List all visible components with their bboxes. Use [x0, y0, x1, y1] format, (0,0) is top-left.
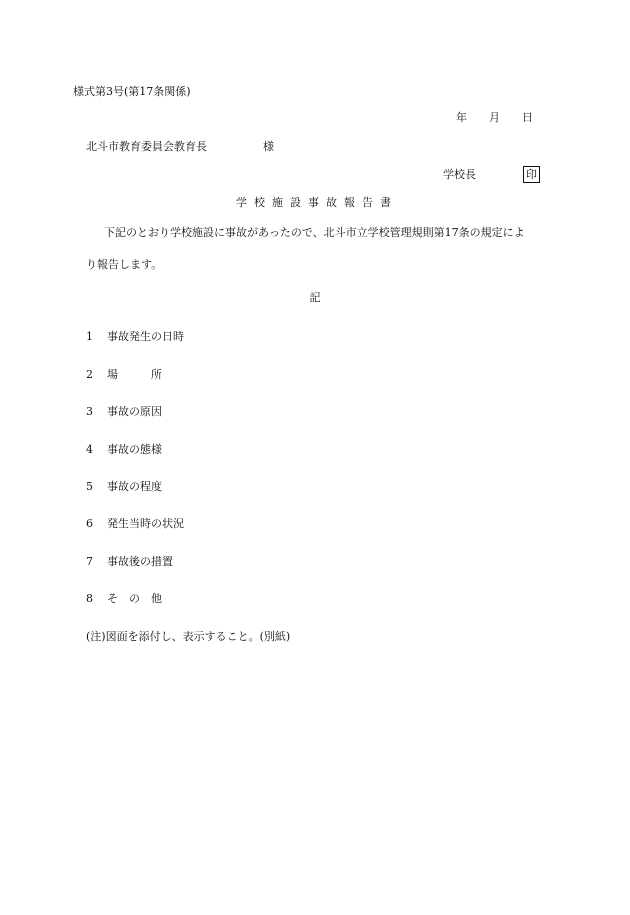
- item-label: 発生当時の状況: [107, 517, 184, 530]
- date-day-label: 日: [522, 111, 533, 124]
- item-number: 5: [86, 480, 93, 493]
- recipient: [86, 141, 274, 152]
- list-item: [86, 369, 162, 380]
- item-label: 事故後の措置: [107, 555, 173, 568]
- footnote: (注)図面を添付し、表示すること。(別紙): [86, 630, 291, 643]
- item-number: 7: [86, 555, 93, 568]
- recipient-honorific: 様: [263, 140, 274, 153]
- seal-stamp-box: 印: [523, 166, 540, 183]
- date-month-label: 月: [489, 111, 500, 124]
- document-title: 学校施設事故報告書: [236, 196, 398, 209]
- item-label: 事故の態様: [107, 443, 162, 456]
- list-item: [86, 556, 173, 567]
- item-number: 1: [86, 330, 93, 343]
- form-number: 様式第3号(第17条関係): [73, 85, 191, 98]
- item-label: 事故の原因: [107, 405, 162, 418]
- item-label: 場 所: [107, 368, 162, 381]
- recipient-name: 北斗市教育委員会教育長: [86, 140, 207, 153]
- body-text-line-2: り報告します。: [86, 258, 163, 271]
- list-item: [86, 518, 184, 529]
- sender-title: 学校長: [443, 168, 476, 181]
- list-item: [86, 406, 162, 417]
- item-number: 4: [86, 443, 93, 456]
- date-line: [456, 112, 533, 123]
- date-year-label: 年: [456, 111, 467, 124]
- list-item: [86, 331, 184, 342]
- item-number: 6: [86, 517, 93, 530]
- item-label: 事故の程度: [107, 480, 162, 493]
- list-item: [86, 593, 162, 604]
- item-number: 3: [86, 405, 93, 418]
- ki-heading: 記: [309, 291, 321, 304]
- item-number: 2: [86, 368, 93, 381]
- item-label: そ の 他: [107, 592, 162, 605]
- list-item: [86, 444, 162, 455]
- body-text-line-1: 下記のとおり学校施設に事故があったので、北斗市立学校管理規則第17条の規定によ: [104, 226, 525, 239]
- item-number: 8: [86, 592, 93, 605]
- list-item: [86, 481, 162, 492]
- item-label: 事故発生の日時: [107, 330, 184, 343]
